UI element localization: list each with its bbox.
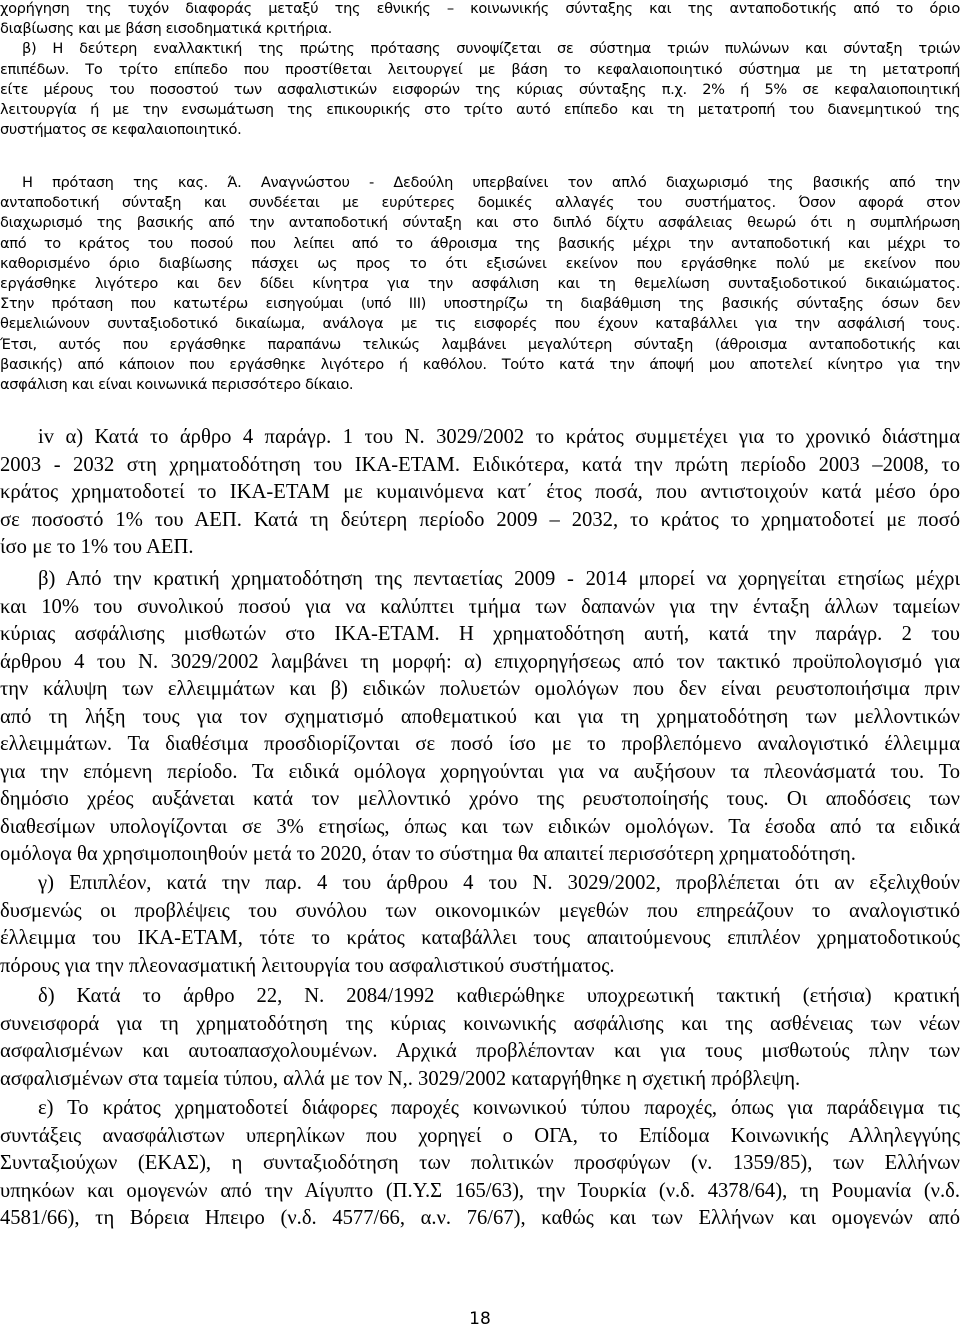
text-line: ομόλογα θα χρησιμοποιηθούν μετά το 2020, όταν το σύστημα θα απαιτεί περισσότερη χρηματοδότηση. — [0, 843, 856, 865]
text-line: συντάξεις ανασφάλιστων υπερηλίκων που χορηγεί ο ΟΓΑ, το Επίδομα Κοινωνικής Αλληλεγγύης — [0, 1124, 960, 1147]
text-line: γ) Επιπλέον, κατά την παρ. 4 του άρθρου 4 του Ν. 3029/2002, προβλέπεται ότι αν εξελιχθούν — [38, 872, 960, 894]
text-line: β) Από την κρατική χρηματοδότηση της πενταετίας 2009 - 2014 μπορεί να χορηγείται ετησίως μέχρι — [38, 568, 960, 590]
text-line: ανταποδοτική σύνταξη και συνδέεται με ευρύτερες δομικές αλλαγές του συστήματος. Όσον αφορά στον — [0, 194, 960, 212]
paragraph-c-additional-resources — [0, 870, 960, 980]
paragraph-e-social-benefits — [0, 1095, 960, 1233]
paragraph-d-state-contribution — [0, 983, 960, 1093]
text-line: εργάσθηκε λιγότερο και δεν δίδει κίνητρα για την ασφάλιση και τη θεμελίωση συνταξιοδοτικού δικαιώματος. — [0, 275, 960, 293]
text-line: ασφαλισμένων και αυτοαπασχολουμένων. Αρχικά προβλέπονταν και για τους μισθωτούς πλην των — [0, 1040, 960, 1062]
text-line: Στην πρόταση που κατωτέρω εισηγούμαι (υπό ΙΙΙ) υποστηρίζω τη διαβάθμιση της βασικής σύνταξης όσων δεν — [0, 295, 960, 313]
text-line: και 10% του συνολικού ποσού για να καλύπτει τμήμα των δαπανών για την ένταξη άλλων ταμείων — [0, 595, 960, 618]
text-line: ε) Το κράτος χρηματοδοτεί διάφορες παροχές κοινωνικού τύπου παροχές, όπως για παράδειγμα τις — [38, 1097, 960, 1119]
text-line: ασφαλισμένων στα ταμεία τύπου, αλλά με τον Ν,. 3029/2002 καταργήθηκε η σχετική πρόβλεψη. — [0, 1067, 801, 1090]
text-line: κράτος χρηματοδοτεί το ΙΚΑ-ΕΤΑΜ με κυμαινόμενα κατ΄ έτος ποσά, που αντιστοιχούν κατά μέσο όρο — [0, 481, 960, 503]
text-line: δημόσιο χρέος αυξάνεται κατά τον μελλοντικό χρόνο της ρευστοποίησής τους. Οι αποδόσεις των — [0, 788, 960, 810]
text-line: διαχωρισμό της βασικής από την ανταποδοτική σύνταξη και στο διπλό δίχτυ ασφάλειας θεωρώ ότι η συμπλήρωση — [0, 214, 960, 232]
text-line: 4581/66), τη Βόρεια Ηπειρο (ν.δ. 4577/66, α.ν. 76/67), καθώς και των Ελλήνων και ομογενών από — [0, 1207, 960, 1229]
text-line: πόρους για την πλεονασματική λειτουργία του ασφαλιστικού συστήματος. — [0, 954, 615, 977]
text-line: iv α) Κατά το άρθρο 4 παράγρ. 1 του Ν. 3029/2002 το κράτος συμμετέχει για το χρονικό διάστημα — [38, 426, 960, 448]
page-number: 18 — [469, 1309, 491, 1329]
text-line: 2003 - 2032 στη χρηματοδότηση του ΙΚΑ-ΕΤΑΜ. Ειδικότερα, κατά την πρώτη περίοδο 2003 –2008, το — [0, 453, 960, 476]
text-line: ασφάλιση και είναι κοινωνικά περισσότερο δίκαιο. — [0, 376, 354, 394]
text-line: σε ποσοστό 1% του ΑΕΠ. Κατά τη δεύτερη περίοδο 2009 – 2032, το κράτος το χρηματοδοτεί με ποσό — [0, 508, 960, 531]
text-line: για την επόμενη περίοδο. Τα ειδικά ομόλογα χορηγούνται για να αυξήσουν τα πλεονάσματά του. Το — [0, 760, 960, 783]
text-line: άρθρου 4 του Ν. 3029/2002 λαμβάνει τη μορφή: α) επιχορηγήσεως από τον τακτικό προϋπολογισμό για — [0, 650, 960, 673]
text-line: λειτουργία ή με την ενσωμάτωση της επικουρικής στο τρίτο αυτό επίπεδο και τη μετατροπή του διανεμητικού της — [0, 101, 960, 119]
text-line: υπηκόων και ομογενών από την Αίγυπτο (Π.Υ.Σ 165/63), την Τουρκία (ν.δ. 4378/64), τη Ρουμανία (ν.δ. — [0, 1179, 960, 1202]
text-line: δυσμενώς οι προβλέψεις του συνόλου των οικονομικών μεγεθών που επηρεάζουν το αναλογιστικό — [0, 899, 960, 922]
text-line: Συνταξιούχων (ΕΚΑΣ), η συνταξιοδότηση των πολιτικών προσφύγων (ν. 1359/85), των Ελλήνων — [0, 1152, 960, 1174]
text-line: διαθεσίμων υπολογίζονται σε 3% ετησίως, όπως και των ειδικών ομολόγων. Τα έσοδα από τα ειδικά — [0, 815, 960, 838]
paragraph-iv-a-state-financing — [0, 424, 960, 562]
text-line: Έτσι, αυτός που εργάσθηκε παραπάνω τελικώς λαμβάνει μεγαλύτερη σύνταξη (άθροισμα ανταποδοτικής και — [0, 335, 960, 353]
text-line: θεμελιώνουν συνταξιοδοτικό δικαίωμα, ανάλογα με τις εισφορές που έχουν καταβάλλει για την ασφάλισή τους. — [0, 315, 960, 333]
text-line: β) Η δεύτερη εναλλακτική της πρώτης πρότασης συνοψίζεται σε σύστημα τριών πυλώνων και σύνταξη τριών — [22, 40, 960, 58]
text-line: κύριας ασφάλισης μισθωτών στο ΙΚΑ-ΕΤΑΜ. Η χρηματοδότηση αυτή, κατά την παράγρ. 2 του — [0, 623, 960, 645]
text-line: δ) Κατά το άρθρο 22, Ν. 2084/1992 καθιερώθηκε υποχρεωτική τακτική (ετήσια) κρατική — [38, 985, 960, 1007]
text-line: από το κράτος του ποσού που λείπει από το άθροισμα της βασικής μέχρι την ανταποδοτική και μέχρι το — [0, 234, 960, 252]
text-line: καθορισμένο όριο διαβίωσης πάσχει ως προς το ότι εξισώνει εκείνον που εργάσθηκε πολύ με εκείνον που — [0, 254, 960, 272]
text-line: βασικής) από κάποιον που εργάσθηκε λιγότερο ή καθόλου. Τούτο κατά την άποψή μου αποτελεί κίνητρο για την — [0, 355, 960, 373]
text-line: από τη λήξη τους για τον σχηματισμό αποθεματικού και για τη χρηματοδότηση των μελλοντικών — [0, 705, 960, 728]
paragraph-income-criteria-and-three-pillars — [0, 0, 960, 140]
text-line: συστήματος σε κεφαλαιοποιητικό. — [0, 121, 242, 139]
text-line: την κάλυψη των ελλειμμάτων και β) ειδικών πολυετών ομολόγων που δεν είναι ρευστοποιήσιμα πριν — [0, 678, 960, 700]
paragraph-b-five-year-financing — [0, 566, 960, 869]
text-line: είτε μέρους του ποσοστού των ασφαλιστικών εισφορών της κύριας σύνταξης π.χ. 2% ή 5% σε κεφαλαιοποιητική — [0, 80, 960, 98]
text-line: ίσο με το 1% του ΑΕΠ. — [0, 536, 194, 558]
text-line: Η πρόταση της κας. Ά. Αναγνώστου - Δεδούλη υπερβαίνει τον απλό διαχωρισμό της βασικής από την — [22, 174, 960, 191]
text-line: διαβίωσης και με βάση εισοδηματικά κριτήρια. — [0, 20, 332, 38]
text-line: επιπέδων. Το τρίτο επίπεδο που προστίθεται λειτουργεί με βάση το κεφαλαιοποιητικό σύστημα με τη μετατροπή — [0, 60, 960, 78]
text-line: χορήγηση της τυχόν διαφοράς μεταξύ της εθνικής – κοινωνικής σύνταξης και της ανταποδοτικής από το όριο — [0, 0, 960, 17]
text-line: συνεισφορά για τη χρηματοδότηση της κύριας κοινωνικής ασφάλισης και της ασθένειας των νέων — [0, 1012, 960, 1035]
text-line: έλλειμμα του ΙΚΑ-ΕΤΑΜ, τότε το κράτος καταβάλλει τους απαιτούμενους επιπλέον χρηματοδοτικούς — [0, 927, 960, 949]
paragraph-anagnostou-proposal — [0, 173, 960, 395]
text-line: ελλειμμάτων. Τα διαθέσιμα προσδιορίζονται σε ποσό ίσο με το προβλεπόμενο αναλογιστικό έλλειμμα — [0, 733, 960, 755]
